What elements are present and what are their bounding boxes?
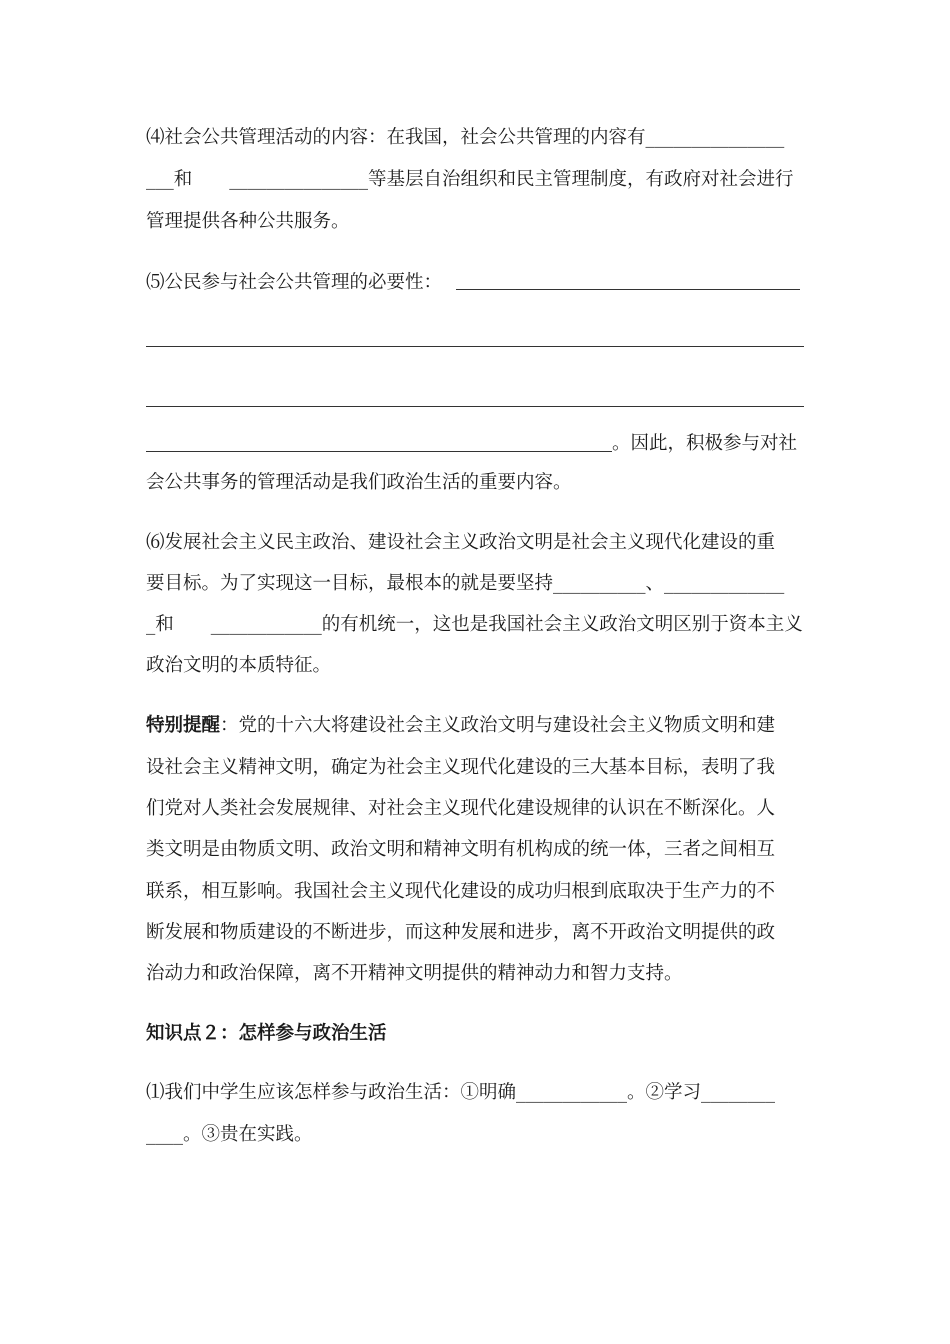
item6-line2: 要目标。为了实现这一目标，最根本的就是要坚持__________、_____________ [146, 573, 785, 594]
reminder-label: 特别提醒 [146, 715, 221, 736]
reminder-line3: 们党对人类社会发展规律、对社会主义现代化建设规律的认识在不断深化。人 [146, 798, 776, 819]
item5-line5: 会公共事务的管理活动是我们政治生活的重要内容。 [146, 472, 572, 493]
reminder-line4: 类文明是由物质文明、政治文明和精神文明有机构成的统一体，三者之间相互 [146, 839, 776, 860]
item6-line4: 政治文明的本质特征。 [146, 655, 332, 676]
knowledge2-q1-line1: ⑴我们中学生应该怎样参与政治生活：①明确____________。②学习________ [146, 1082, 776, 1103]
reminder-text: ：党的十六大将建设社会主义政治文明与建设社会主义物质文明和建 [220, 715, 776, 736]
knowledge2-heading: 知识点２：怎样参与政治生活 [146, 1023, 387, 1044]
item5-line4-end: 。因此，积极参与对社 [612, 433, 798, 454]
answer-blank-rule [146, 346, 804, 347]
answer-blank-rule [456, 289, 800, 290]
reminder-line7: 治动力和政治保障，离不开精神文明提供的精神动力和智力支持。 [146, 963, 683, 984]
item5-line1: ⑸公民参与社会公共管理的必要性： [146, 272, 443, 293]
item4-line1: ⑷社会公共管理活动的内容：在我国，社会公共管理的内容有_______________ [146, 127, 785, 148]
reminder-line1 [146, 714, 775, 738]
answer-blank-rule [146, 451, 612, 452]
item6-line3: _和 ____________的有机统一，这也是我国社会主义政治文明区别于资本主义 [146, 614, 803, 635]
reminder-line6: 断发展和物质建设的不断进步，而这种发展和进步，离不开政治文明提供的政 [146, 922, 776, 943]
reminder-line2: 设社会主义精神文明，确定为社会主义现代化建设的三大基本目标，表明了我 [146, 757, 776, 778]
reminder-line5: 联系，相互影响。我国社会主义现代化建设的成功归根到底取决于生产力的不 [146, 881, 776, 902]
knowledge2-q1-line2: ____。③贵在实践。 [146, 1124, 313, 1145]
item4-line3: 管理提供各种公共服务。 [146, 211, 350, 232]
answer-blank-rule [146, 406, 804, 407]
item4-line2: ___和 _______________等基层自治组织和民主管理制度，有政府对社会进行 [146, 169, 794, 190]
item6-line1: ⑹发展社会主义民主政治、建设社会主义政治文明是社会主义现代化建设的重 [146, 532, 776, 553]
